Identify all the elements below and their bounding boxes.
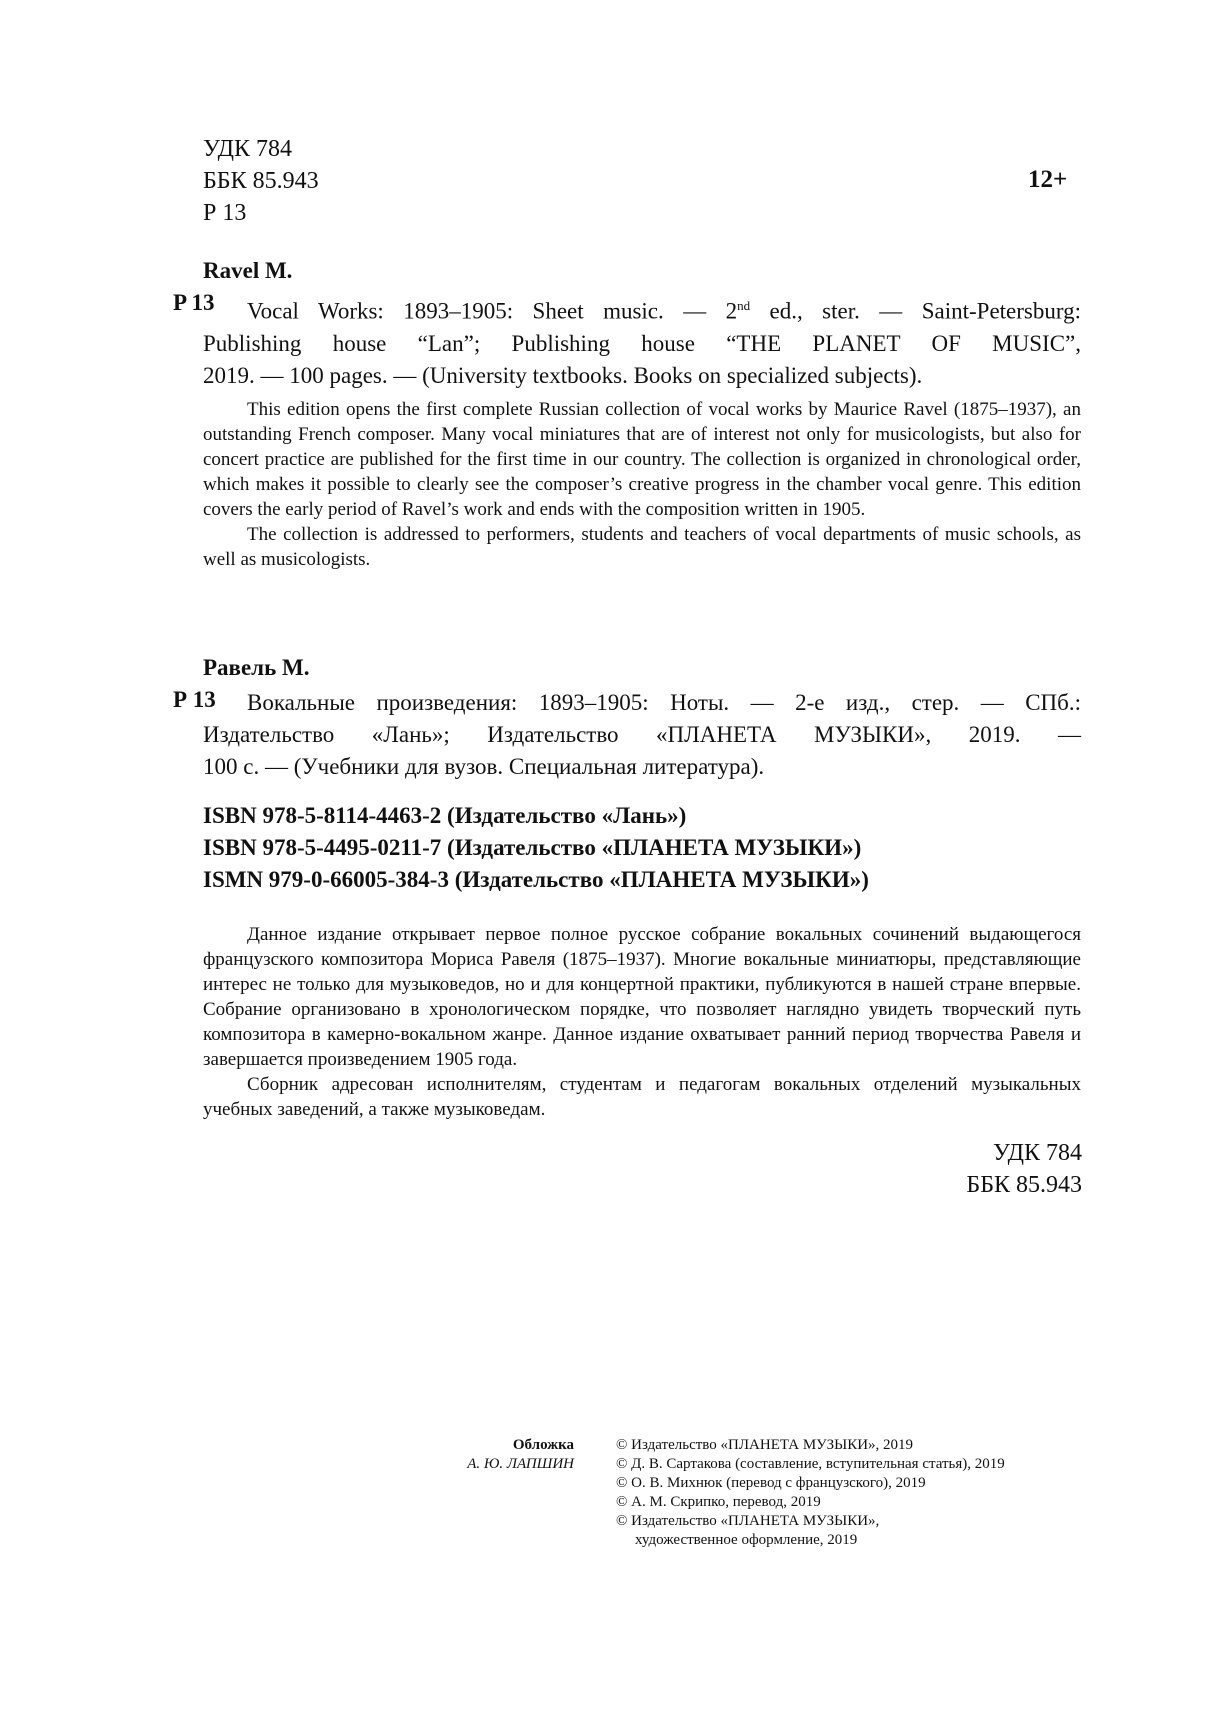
english-description	[203, 290, 1081, 392]
english-abstract-paragraph-2: The collection is addressed to performers, students and teachers of vocal departments of music schools, as well as musicologists.	[203, 524, 1081, 570]
russian-abstract-paragraph-2: Сборник адресован исполнителям, студентам и педагогам вокальных отделений музыкальных учебных заведений, а также музыковедам.	[203, 1074, 1081, 1120]
english-description-line-1: Vocal Works: 1893–1905: Sheet music. — 2nd ed., ster. — Saint-Petersburg:	[247, 298, 1081, 324]
isbn-planet-music: ISBN 978-5-4495-0211-7 (Издательство «ПЛАНЕТА МУЗЫКИ»)	[203, 835, 862, 860]
udk-code: УДК 784	[203, 136, 292, 162]
cover-credit	[400, 1436, 574, 1474]
russian-abstract	[203, 922, 1081, 1122]
english-description-line-2: Publishing house “Lan”; Publishing house “THE PLANET OF MUSIC”,	[203, 330, 1081, 356]
copyright-line-continuation: художественное оформление, 2019	[635, 1532, 858, 1548]
english-abstract	[203, 397, 1081, 572]
footer-udk-code: УДК 784	[993, 1140, 1082, 1166]
russian-description-line-3: 100 с. — (Учебники для вузов. Специальная литература).	[203, 754, 765, 779]
classification-codes	[203, 133, 319, 229]
author-sign-code: Р 13	[203, 200, 247, 226]
english-abstract-paragraph-1: This edition opens the first complete Russian collection of vocal works by Maurice Ravel (1875–1937), an outstanding French composer. Many vocal miniatures that are of interest not only for musicologists, but also for concert practice are published for the first time in our country. The collection is organized in chronological order, which makes it possible to clearly see the composer’s creative progress in the chamber vocal genre. This edition covers the early period of Ravel’s work and ends with the composition written in 1905.	[203, 399, 1081, 520]
copyright-line: © Издательство «ПЛАНЕТА МУЗЫКИ», 2019	[616, 1437, 914, 1453]
copyright-list	[616, 1436, 1005, 1550]
bbk-code: ББК 85.943	[203, 168, 319, 194]
isbn-lan: ISBN 978-5-8114-4463-2 (Издательство «Лань»)	[203, 803, 687, 828]
copyright-line: © О. В. Михнюк (перевод с французского), 2019	[616, 1475, 926, 1491]
russian-author: Равель М.	[203, 655, 310, 680]
russian-code: Р 13	[173, 687, 216, 712]
copyright-line: © А. М. Скрипко, перевод, 2019	[616, 1494, 821, 1510]
cover-label: Обложка	[512, 1437, 574, 1453]
russian-abstract-paragraph-1: Данное издание открывает первое полное русское собрание вокальных сочинений выдающегося французского композитора Мориса Равеля (1875–1937). Многие вокальные миниатюры, представляющие интерес не только для музыковедов, но и для концертной практики, публикуются в нашей стране впервые. Собрание организовано в хронологическом порядке, что позволяет наглядно увидеть творческий путь композитора в камерно-вокальном жанре. Данное издание охватывает ранний период творчества Равеля и завершается произведением 1905 года.	[203, 924, 1081, 1070]
cover-designer: А. Ю. ЛАПШИН	[467, 1456, 574, 1472]
russian-description-line-2: Издательство «Лань»; Издательство «ПЛАНЕТА МУЗЫКИ», 2019. —	[203, 722, 1081, 747]
english-description-line-3: 2019. — 100 pages. — (University textbooks. Books on specialized subjects).	[203, 362, 923, 388]
ismn-planet-music: ISMN 979-0-66005-384-3 (Издательство «ПЛАНЕТА МУЗЫКИ»)	[203, 867, 869, 892]
footer-bbk-code: ББК 85.943	[966, 1172, 1082, 1198]
english-code: P 13	[173, 290, 215, 315]
footer-classification-codes	[830, 1137, 1082, 1201]
isbn-list	[203, 800, 869, 896]
russian-description-line-1: Вокальные произведения: 1893–1905: Ноты. — 2-е изд., стер. — СПб.:	[247, 690, 1081, 715]
age-rating: 12+	[1028, 166, 1068, 193]
russian-description	[203, 687, 1081, 783]
copyright-line: © Д. В. Сартакова (составление, вступительная статья), 2019	[616, 1456, 1005, 1472]
english-author: Ravel M.	[203, 258, 293, 283]
copyright-line: © Издательство «ПЛАНЕТА МУЗЫКИ»,	[616, 1513, 880, 1529]
